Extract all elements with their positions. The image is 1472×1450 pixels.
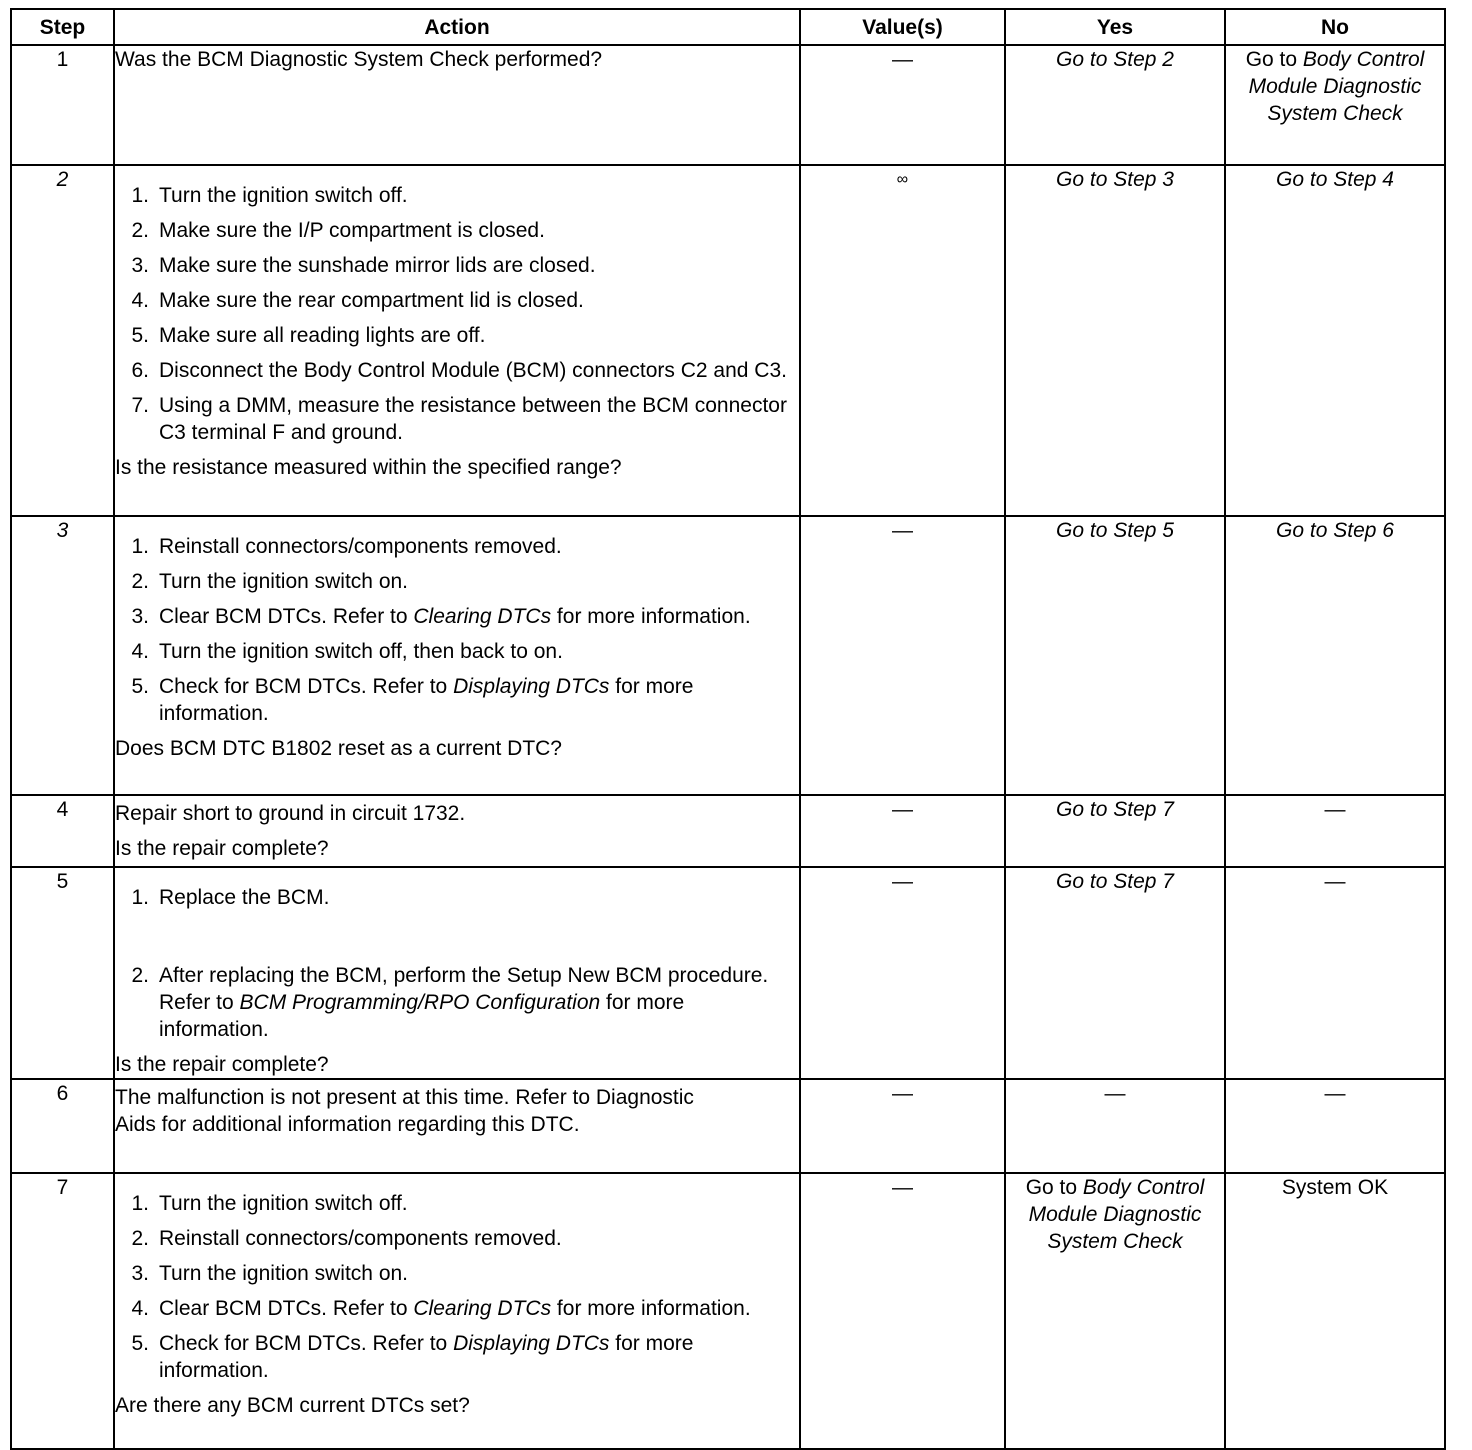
action-cell — [114, 165, 800, 516]
yes-cell — [1005, 867, 1225, 1079]
value-cell: — — [800, 516, 1005, 795]
no-link[interactable]: Go to Step 4 — [1276, 168, 1394, 191]
instruction-list — [115, 884, 799, 1043]
step-number: 7 — [11, 1173, 114, 1449]
no-cell — [1225, 516, 1445, 795]
instruction-list — [115, 182, 799, 446]
question-text: Is the resistance measured within the specified range? — [115, 456, 622, 479]
no-link[interactable]: Go to Step 6 — [1276, 519, 1394, 542]
yes-cell — [1005, 516, 1225, 795]
yes-link[interactable]: Go to Step 7 — [1056, 798, 1174, 821]
value-cell: ∞ — [800, 165, 1005, 516]
displaying-dtcs-link[interactable]: Displaying DTCs — [453, 675, 610, 698]
action-text: The malfunction is not present at this time. Refer to Diagnostic Aids for additional information regarding this DTC. — [115, 1086, 694, 1136]
action-cell — [114, 45, 800, 165]
table-row-step-5 — [11, 867, 1445, 1079]
step-number: 2 — [11, 165, 114, 516]
list-item: 4. Turn the ignition switch off, then back to on. — [131, 640, 563, 663]
yes-link[interactable]: Go to Step 5 — [1056, 519, 1174, 542]
bcm-programming-link[interactable]: BCM Programming/RPO Configuration — [239, 991, 601, 1014]
table-row-step-2 — [11, 165, 1445, 516]
table-row-step-1 — [11, 45, 1445, 165]
question-text: Is the repair complete? — [115, 837, 329, 860]
list-item: 1. Turn the ignition switch off. — [131, 1192, 408, 1215]
yes-link[interactable]: Body Control Module Diagnostic System Check — [1028, 1176, 1205, 1253]
no-cell — [1225, 165, 1445, 516]
table-row-step-3 — [11, 516, 1445, 795]
list-item: 2. Turn the ignition switch on. — [131, 570, 409, 593]
action-cell — [114, 1079, 800, 1173]
step-number: 4 — [11, 795, 114, 867]
header-yes: Yes — [1005, 9, 1225, 45]
list-item: 1. Replace the BCM. — [131, 886, 330, 909]
clearing-dtcs-link[interactable]: Clearing DTCs — [413, 1297, 552, 1320]
no-cell: — — [1225, 795, 1445, 867]
yes-cell — [1005, 165, 1225, 516]
list-item: 2. Make sure the I/P compartment is closed. — [131, 219, 545, 242]
no-prefix: Go to — [1245, 48, 1303, 71]
list-item: 1. Reinstall connectors/components removed. — [131, 535, 562, 558]
spacer — [115, 919, 799, 954]
no-cell: System OK — [1225, 1173, 1445, 1449]
instruction-list — [115, 533, 799, 727]
yes-link[interactable]: Go to Step 7 — [1056, 870, 1174, 893]
list-item: 2. Reinstall connectors/components removed. — [131, 1227, 562, 1250]
list-item: 5. Check for BCM DTCs. Refer to Displaying DTCs for more information. — [131, 1332, 694, 1382]
action-cell — [114, 867, 800, 1079]
action-cell — [114, 1173, 800, 1449]
yes-link[interactable]: Go to Step 3 — [1056, 168, 1174, 191]
list-item: 5. Check for BCM DTCs. Refer to Displaying DTCs for more information. — [131, 675, 694, 725]
yes-cell — [1005, 45, 1225, 165]
list-item: 5. Make sure all reading lights are off. — [131, 324, 486, 347]
yes-prefix: Go to — [1025, 1176, 1083, 1199]
yes-cell — [1005, 1173, 1225, 1449]
list-item: 1. Turn the ignition switch off. — [131, 184, 408, 207]
list-item: 4. Clear BCM DTCs. Refer to Clearing DTCs for more information. — [131, 1297, 751, 1320]
clearing-dtcs-link[interactable]: Clearing DTCs — [413, 605, 552, 628]
no-link[interactable]: Body Control Module Diagnostic System Check — [1248, 48, 1425, 125]
list-item: 7. Using a DMM, measure the resistance between the BCM connector C3 terminal F and ground. — [131, 394, 787, 444]
yes-cell — [1005, 795, 1225, 867]
yes-link[interactable]: Go to Step 2 — [1056, 48, 1174, 71]
question-text: Is the repair complete? — [115, 1053, 329, 1076]
list-item: 4. Make sure the rear compartment lid is closed. — [131, 289, 584, 312]
step-number: 6 — [11, 1079, 114, 1173]
list-item: 6. Disconnect the Body Control Module (BCM) connectors C2 and C3. — [131, 359, 787, 382]
header-values: Value(s) — [800, 9, 1005, 45]
instruction-list — [115, 1190, 799, 1384]
value-cell: — — [800, 1079, 1005, 1173]
table-row-step-4 — [11, 795, 1445, 867]
table-row-step-7 — [11, 1173, 1445, 1449]
no-cell: — — [1225, 1079, 1445, 1173]
list-item: 3. Clear BCM DTCs. Refer to Clearing DTCs for more information. — [131, 605, 751, 628]
list-item: 3. Turn the ignition switch on. — [131, 1262, 409, 1285]
value-cell: — — [800, 1173, 1005, 1449]
list-item: 2. After replacing the BCM, perform the Setup New BCM procedure. Refer to BCM Programming/RPO Configuration for more information. — [131, 964, 769, 1041]
displaying-dtcs-link[interactable]: Displaying DTCs — [453, 1332, 610, 1355]
no-cell — [1225, 45, 1445, 165]
header-no: No — [1225, 9, 1445, 45]
no-cell: — — [1225, 867, 1445, 1079]
value-cell: — — [800, 795, 1005, 867]
action-cell — [114, 795, 800, 867]
step-number: 1 — [11, 45, 114, 165]
list-item: 3. Make sure the sunshade mirror lids are closed. — [131, 254, 596, 277]
action-text: Repair short to ground in circuit 1732. — [115, 802, 466, 825]
table-row-step-6 — [11, 1079, 1445, 1173]
question-text: Was the BCM Diagnostic System Check performed? — [115, 48, 603, 71]
diagnostic-table — [10, 8, 1446, 1450]
value-cell: — — [800, 867, 1005, 1079]
action-cell — [114, 516, 800, 795]
question-text: Are there any BCM current DTCs set? — [115, 1394, 470, 1417]
header-step: Step — [11, 9, 114, 45]
step-number: 3 — [11, 516, 114, 795]
yes-cell: — — [1005, 1079, 1225, 1173]
question-text: Does BCM DTC B1802 reset as a current DTC? — [115, 737, 562, 760]
header-row — [11, 9, 1445, 45]
header-action: Action — [114, 9, 800, 45]
value-cell: — — [800, 45, 1005, 165]
step-number: 5 — [11, 867, 114, 1079]
